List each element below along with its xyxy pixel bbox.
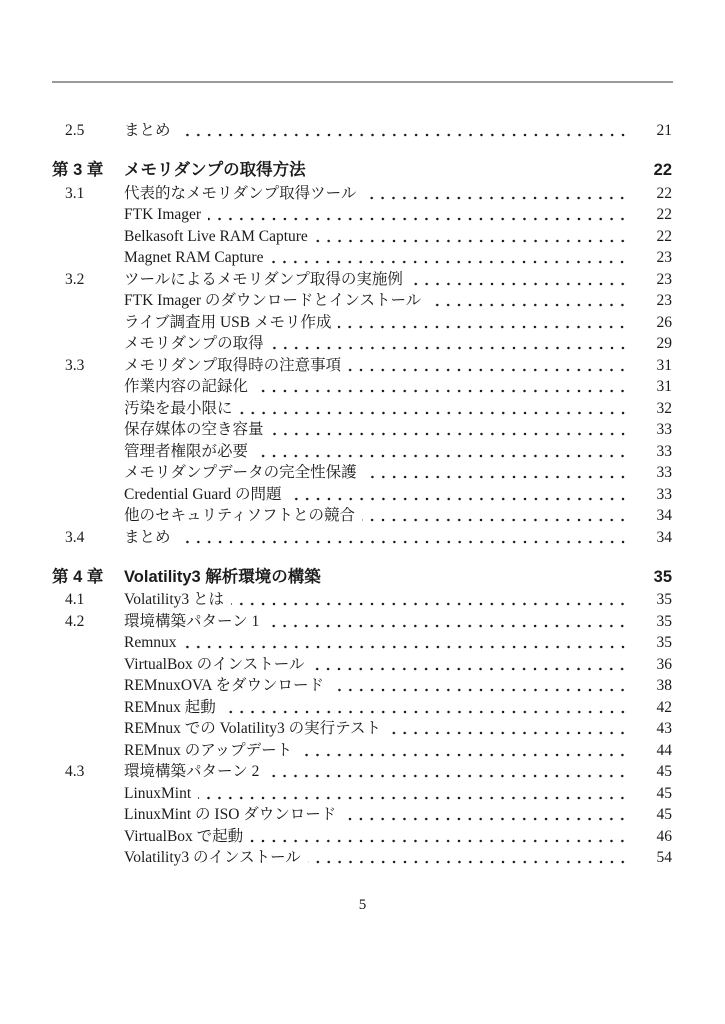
entry-number	[52, 697, 124, 719]
dot-leader	[271, 333, 628, 355]
entry-number	[52, 204, 124, 226]
entry-page-number: 36	[656, 655, 672, 673]
entry-number	[52, 419, 124, 441]
entry-number	[52, 783, 124, 805]
dot-leader	[338, 312, 628, 334]
toc-entry-row	[52, 376, 672, 398]
dot-leader	[231, 589, 628, 611]
dot-leader	[313, 158, 628, 183]
dot-leader	[299, 740, 628, 762]
dot-leader	[364, 462, 628, 484]
entry-number: 3.1	[65, 184, 85, 202]
entry-number: 3.4	[65, 528, 85, 546]
dot-leader	[308, 847, 628, 869]
entry-title: 汚染を最小限に	[124, 399, 233, 417]
entry-title: まとめ	[124, 528, 171, 546]
entry-page-number: 34	[656, 528, 672, 546]
dot-leader	[250, 826, 628, 848]
entry-page-number: 33	[656, 464, 672, 481]
entry-number	[52, 505, 124, 527]
toc-entry-row	[52, 120, 672, 142]
entry-title: ライブ調査用 USB メモリ作成	[124, 313, 332, 331]
dot-leader	[271, 419, 628, 441]
dot-leader	[270, 247, 628, 269]
entry-page-number: 42	[656, 698, 672, 716]
dot-leader	[178, 120, 628, 142]
dot-leader	[331, 675, 628, 697]
toc-entry-row	[52, 290, 672, 312]
entry-number	[52, 462, 124, 484]
entry-number: 4.2	[65, 612, 85, 630]
entry-page-number: 35	[656, 591, 672, 608]
toc-entry-row	[52, 804, 672, 826]
toc-entry-row	[52, 226, 672, 248]
dot-leader	[178, 527, 628, 549]
entry-page-number: 33	[656, 421, 672, 438]
dot-leader	[240, 398, 628, 420]
entry-title: Volatility3 のインストール	[124, 849, 301, 866]
entry-number	[52, 654, 124, 676]
dot-leader	[198, 783, 628, 805]
dot-leader	[315, 226, 628, 248]
entry-page-number: 26	[656, 313, 672, 331]
entry-page-number: 23	[656, 270, 672, 288]
toc-entry-row	[52, 333, 672, 355]
entry-number: 3.3	[65, 356, 85, 374]
entry-number	[52, 226, 124, 248]
toc-entry-row	[52, 675, 672, 697]
toc-entry-row	[52, 269, 672, 291]
dot-leader	[289, 484, 628, 506]
entry-number	[52, 441, 124, 463]
toc-entry-row	[52, 611, 672, 633]
entry-page-number: 44	[656, 741, 672, 759]
dot-leader	[410, 269, 628, 291]
chapter-title: Volatility3 解析環境の構築	[124, 567, 321, 586]
entry-title: FTK Imager のダウンロードとインストール	[124, 292, 422, 309]
entry-number	[52, 675, 124, 697]
toc-entry-row	[52, 783, 672, 805]
entry-title: LinuxMint の ISO ダウンロード	[124, 806, 337, 823]
entry-number	[52, 484, 124, 506]
entry-number	[52, 312, 124, 334]
entry-page-number: 31	[656, 356, 672, 374]
entry-page-number: 35	[656, 634, 672, 651]
entry-page-number: 23	[656, 249, 672, 266]
toc-entry-row	[52, 632, 672, 654]
page-number-footer: 5	[358, 897, 367, 913]
toc-entry-row	[52, 761, 672, 783]
dot-leader	[184, 632, 628, 654]
entry-title: Volatility3 とは	[124, 591, 225, 608]
entry-number	[52, 398, 124, 420]
dot-leader	[266, 761, 628, 783]
entry-number	[52, 247, 124, 269]
dot-leader	[388, 718, 628, 740]
dot-leader	[311, 654, 628, 676]
entry-title: REMnux 起動	[124, 698, 216, 716]
entry-number	[52, 376, 124, 398]
toc-entry-row	[52, 398, 672, 420]
entry-page-number: 45	[656, 806, 672, 823]
entry-page-number: 22	[656, 184, 672, 202]
toc-chapter-row	[52, 158, 672, 183]
entry-title: VirtualBox のインストール	[124, 655, 305, 673]
entry-page-number: 33	[656, 485, 672, 503]
entry-number	[52, 718, 124, 740]
toc-entry-row	[52, 847, 672, 869]
dot-leader	[428, 290, 628, 312]
entry-number: 4.1	[65, 591, 85, 608]
entry-page-number: 31	[656, 378, 672, 395]
toc-entry-row	[52, 355, 672, 377]
toc-entry-row	[52, 419, 672, 441]
entry-page-number: 32	[656, 399, 672, 417]
entry-title: 作業内容の記録化	[124, 378, 249, 395]
dot-leader	[208, 204, 628, 226]
dot-leader	[255, 376, 628, 398]
entry-title: ツールによるメモリダンプ取得の実施例	[124, 270, 403, 288]
toc-entry-row	[52, 527, 672, 549]
entry-title: Belkasoft Live RAM Capture	[124, 227, 308, 245]
dot-leader	[255, 441, 628, 463]
entry-title: REMnuxOVA をダウンロード	[124, 677, 324, 694]
entry-title: 管理者権限が必要	[124, 442, 249, 460]
dot-leader	[328, 565, 628, 590]
entry-title: 代表的なメモリダンプ取得ツール	[124, 184, 357, 202]
entry-page-number: 38	[656, 677, 672, 694]
entry-number: 4.3	[65, 763, 85, 780]
entry-page-number: 33	[656, 442, 672, 460]
toc-entry-row	[52, 740, 672, 762]
toc-entry-row	[52, 654, 672, 676]
toc-entry-row	[52, 204, 672, 226]
toc-chapter-row	[52, 565, 672, 590]
toc-entry-row	[52, 484, 672, 506]
entry-page-number: 23	[656, 292, 672, 309]
entry-page-number: 45	[656, 763, 672, 780]
entry-title: メモリダンプ取得時の注意事項	[124, 356, 342, 374]
entry-page-number: 46	[656, 827, 672, 845]
entry-title: メモリダンプデータの完全性保護	[124, 464, 357, 481]
entry-page-number: 22	[656, 206, 672, 223]
entry-number	[52, 804, 124, 826]
entry-title: 保存媒体の空き容量	[124, 421, 264, 438]
toc-entry-row	[52, 441, 672, 463]
entry-page-number: 45	[656, 784, 672, 802]
toc-entry-row	[52, 589, 672, 611]
toc-entry-row	[52, 826, 672, 848]
entry-number	[52, 847, 124, 869]
toc-entry-row	[52, 183, 672, 205]
dot-leader	[343, 804, 628, 826]
entry-title: FTK Imager	[124, 206, 202, 223]
entry-number: 2.5	[65, 122, 85, 139]
entry-title: VirtualBox で起動	[124, 827, 244, 845]
header-rule	[52, 81, 673, 83]
toc-entry-row	[52, 247, 672, 269]
entry-title: 他のセキュリティソフトとの競合	[124, 507, 355, 524]
entry-title: REMnux のアップデート	[124, 741, 293, 759]
entry-title: メモリダンプの取得	[124, 335, 264, 352]
entry-title: 環境構築パターン 1	[124, 612, 260, 630]
toc-entry-row	[52, 718, 672, 740]
entry-title: まとめ	[124, 122, 171, 139]
toc-entry-row	[52, 462, 672, 484]
dot-leader	[348, 355, 628, 377]
entry-title: Remnux	[124, 634, 177, 651]
toc-list	[52, 120, 672, 869]
entry-number	[52, 740, 124, 762]
chapter-title: メモリダンプの取得方法	[124, 161, 306, 179]
entry-title: REMnux での Volatility3 の実行テスト	[124, 720, 382, 737]
entry-page-number: 29	[656, 335, 672, 352]
entry-page-number: 34	[656, 507, 672, 524]
entry-number	[52, 826, 124, 848]
toc-entry-row	[52, 312, 672, 334]
entry-title: LinuxMint	[124, 784, 192, 802]
entry-page-number: 35	[656, 612, 672, 630]
dot-leader	[363, 183, 628, 205]
entry-number: 3.2	[65, 270, 85, 288]
entry-page-number: 21	[656, 122, 672, 139]
dot-leader	[266, 611, 628, 633]
toc-entry-row	[52, 697, 672, 719]
entry-title: Credential Guard の問題	[124, 485, 282, 503]
entry-page-number: 54	[656, 849, 672, 866]
chapter-number: 第 3 章	[52, 161, 104, 179]
entry-page-number: 35	[653, 567, 672, 586]
entry-title: Magnet RAM Capture	[124, 249, 264, 266]
entry-page-number: 43	[656, 720, 672, 737]
dot-leader	[362, 505, 628, 527]
dot-leader	[223, 697, 628, 719]
entry-number	[52, 632, 124, 654]
entry-title: 環境構築パターン 2	[124, 763, 260, 780]
entry-page-number: 22	[653, 161, 672, 179]
entry-number	[52, 290, 124, 312]
chapter-number: 第 4 章	[52, 567, 104, 586]
entry-number	[52, 333, 124, 355]
toc-entry-row	[52, 505, 672, 527]
entry-page-number: 22	[656, 227, 672, 245]
